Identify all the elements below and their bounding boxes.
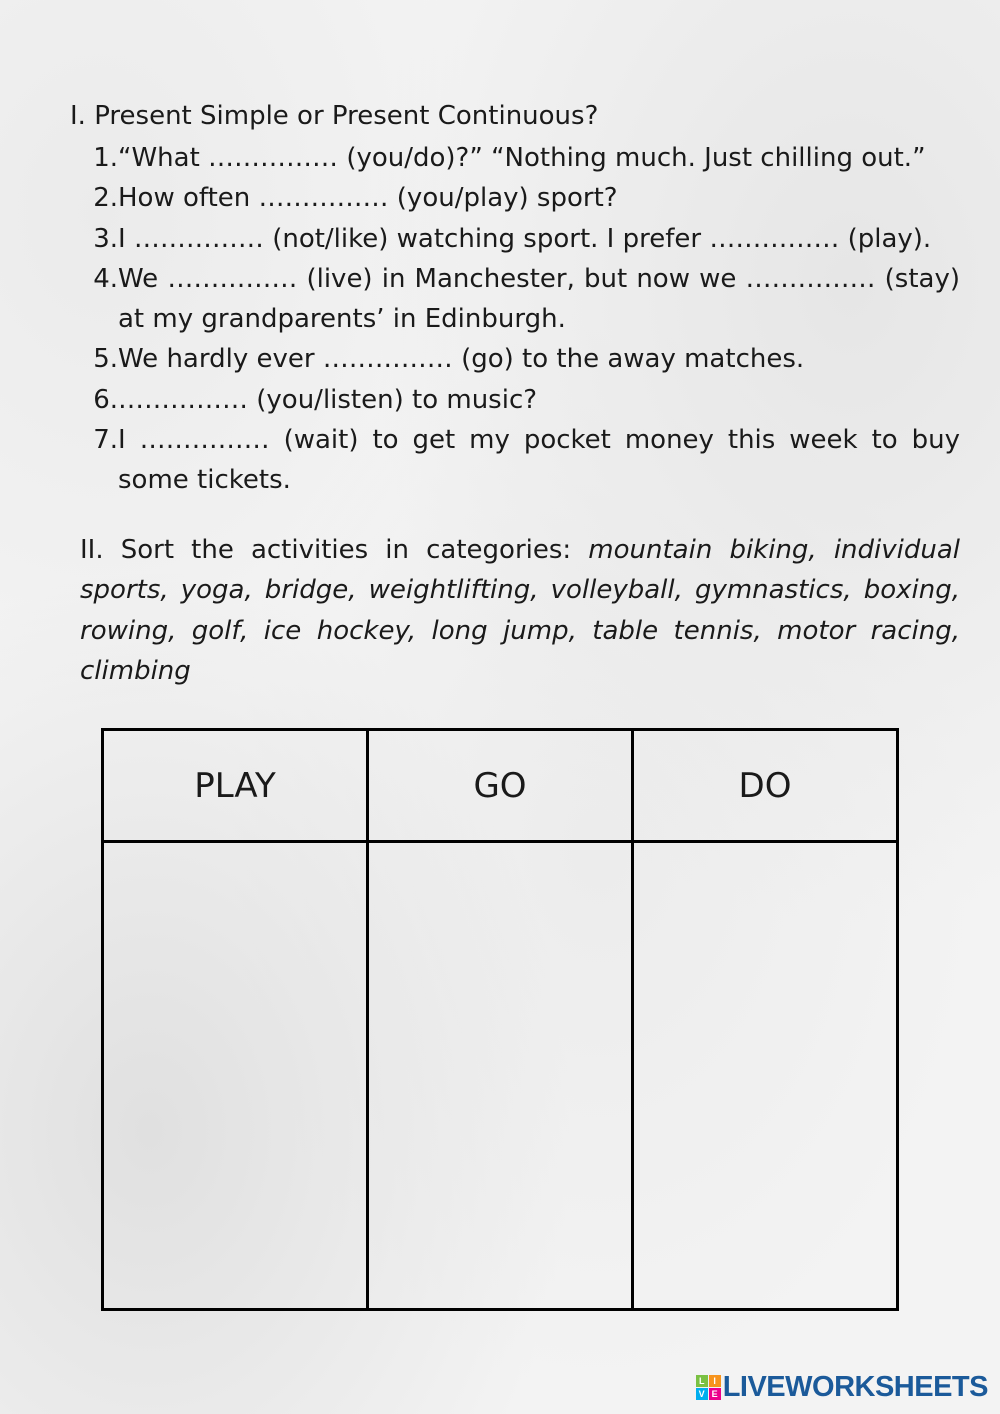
play-answer-cell[interactable] (103, 842, 368, 1310)
logo-grid-icon (696, 1375, 721, 1400)
category-table (101, 728, 899, 1311)
question-text: …………… (you/listen) to music? (118, 384, 538, 415)
exercise-two-instruction: II. Sort the activities in categories: (80, 535, 572, 565)
question-number: 6. (93, 384, 118, 415)
question-number: 1. (93, 143, 118, 173)
table-header-row (103, 730, 898, 842)
question-item (70, 178, 960, 218)
question-number: 2. (93, 183, 118, 214)
header-go: GO (368, 730, 633, 842)
question-list (70, 138, 960, 501)
logo-letter: L (696, 1375, 708, 1387)
logo-letter: E (709, 1388, 721, 1400)
question-number: 5. (93, 344, 118, 375)
go-answer-cell[interactable] (368, 842, 633, 1310)
activity-list: mountain biking, individual sports, yoga, bridge, weightlifting, volleyball, gymnastics, boxing, rowing, golf, ice hockey, long jump, table tennis, motor racing, climbing (80, 535, 961, 686)
question-text: “What …………… (you/do)?” “Nothing much. Just chilling out.” (118, 143, 926, 173)
question-text: We …………… (live) in Manchester, but now we …………… (stay) at my grandparents’ in Edinburgh. (118, 263, 960, 335)
brand-name: LIVEWORKSHEETS (722, 1371, 988, 1403)
liveworksheets-logo (696, 1371, 988, 1404)
logo-letter: V (696, 1388, 708, 1400)
question-item (70, 420, 960, 501)
question-number: 3. (93, 223, 118, 254)
header-play: PLAY (103, 730, 368, 842)
exercise-one-title: I. Present Simple or Present Continuous? (70, 101, 599, 131)
do-answer-cell[interactable] (633, 842, 898, 1310)
question-text: I …………… (not/like) watching sport. I prefer …………… (play). (118, 223, 932, 254)
exercise-two (80, 530, 960, 691)
question-text: We hardly ever …………… (go) to the away matches. (118, 344, 805, 375)
question-number: 7. (93, 425, 118, 456)
question-text: I …………… (wait) to get my pocket money this week to buy some tickets. (118, 425, 960, 496)
question-number: 4. (93, 263, 118, 294)
header-do: DO (633, 730, 898, 842)
question-item (70, 138, 960, 178)
question-item (70, 380, 960, 420)
exercise-one (70, 97, 960, 501)
logo-letter: I (709, 1375, 721, 1387)
question-item (70, 219, 960, 259)
question-text: How often …………… (you/play) sport? (118, 183, 618, 214)
table-answer-row (103, 842, 898, 1310)
question-item (70, 339, 960, 379)
question-item (70, 259, 960, 340)
